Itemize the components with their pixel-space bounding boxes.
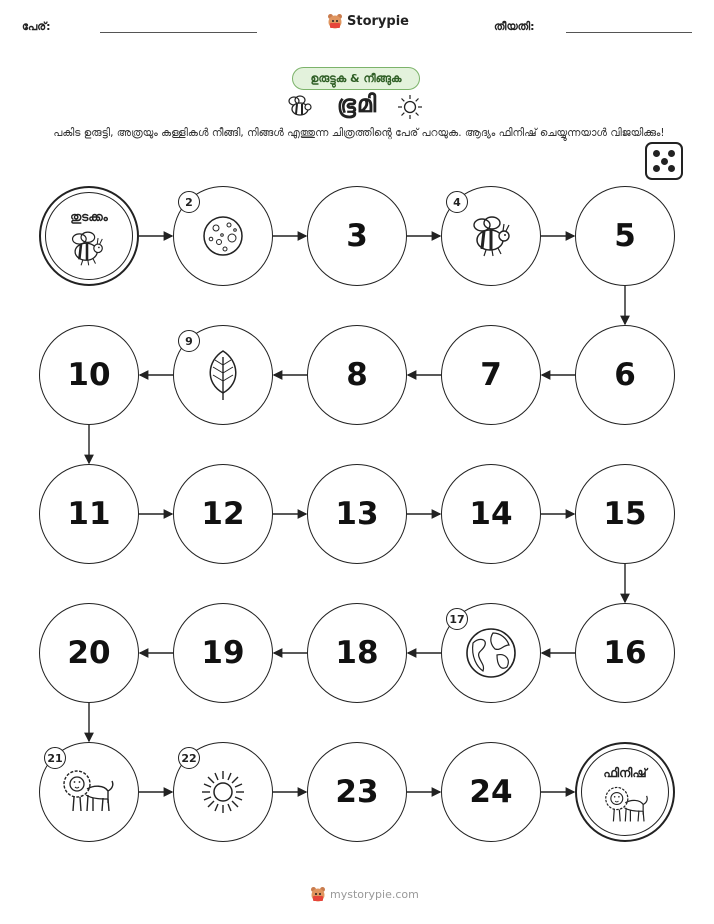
board-space[interactable] bbox=[575, 603, 675, 703]
board-space[interactable] bbox=[173, 186, 273, 286]
board-space[interactable] bbox=[39, 603, 139, 703]
space-number-badge: 22 bbox=[178, 747, 200, 769]
board-space[interactable] bbox=[39, 325, 139, 425]
instructions: പകിട ഉരുട്ടി, അത്രയും കള്ളികൾ നീങ്ങി, നിങ്ങൾ എത്തുന്ന ചിത്രത്തിന്റെ പേര് പറയുക. ആദ്യം ഫിനിഷ് ചെയ്യുന്നയാൾ വിജയിക്കും! bbox=[53, 127, 665, 139]
page-title: ഭൂമി bbox=[336, 90, 378, 118]
earth-icon bbox=[465, 627, 517, 679]
lion-icon bbox=[62, 769, 116, 815]
space-number: 5 bbox=[614, 218, 636, 254]
board-space[interactable] bbox=[307, 603, 407, 703]
space-number: 20 bbox=[67, 635, 111, 671]
board-space[interactable] bbox=[575, 186, 675, 286]
name-label: പേര്: bbox=[22, 20, 51, 33]
space-number: 10 bbox=[67, 357, 111, 393]
space-number: 13 bbox=[335, 496, 379, 532]
space-number-badge: 2 bbox=[178, 191, 200, 213]
board-space[interactable] bbox=[173, 742, 273, 842]
sun-icon bbox=[200, 769, 246, 815]
board-space[interactable] bbox=[575, 464, 675, 564]
space-number: 11 bbox=[67, 496, 111, 532]
board-space[interactable] bbox=[441, 325, 541, 425]
board-space[interactable] bbox=[173, 325, 273, 425]
board-space[interactable] bbox=[307, 464, 407, 564]
bee-icon bbox=[468, 214, 514, 258]
board-space[interactable] bbox=[307, 742, 407, 842]
space-number: 24 bbox=[469, 774, 513, 810]
date-label: തീയതി: bbox=[494, 20, 535, 33]
space-number: 3 bbox=[346, 218, 368, 254]
board-space[interactable] bbox=[441, 464, 541, 564]
finish-label: ഫിനിഷ് bbox=[603, 766, 647, 780]
space-number: 15 bbox=[603, 496, 647, 532]
space-number: 23 bbox=[335, 774, 379, 810]
footer-url[interactable]: mystorypie.com bbox=[330, 887, 419, 901]
board-space[interactable] bbox=[39, 464, 139, 564]
board-space[interactable] bbox=[441, 186, 541, 286]
space-number-badge: 17 bbox=[446, 608, 468, 630]
start-label: തുടക്കം bbox=[70, 210, 108, 224]
board-space[interactable] bbox=[307, 186, 407, 286]
lion-icon bbox=[604, 786, 650, 829]
space-number: 12 bbox=[201, 496, 245, 532]
start-space[interactable] bbox=[39, 186, 139, 286]
leaf-icon bbox=[203, 349, 243, 401]
footer bbox=[310, 886, 419, 902]
board-space[interactable] bbox=[39, 742, 139, 842]
moon-icon bbox=[200, 213, 246, 259]
space-number: 7 bbox=[480, 357, 502, 393]
space-number: 14 bbox=[469, 496, 513, 532]
board-space[interactable] bbox=[441, 742, 541, 842]
bear-icon bbox=[310, 886, 326, 902]
space-number: 19 bbox=[201, 635, 245, 671]
game-type-badge: ഉരുട്ടുക & നീങ്ങുക bbox=[292, 67, 420, 90]
space-number: 16 bbox=[603, 635, 647, 671]
space-number: 6 bbox=[614, 357, 636, 393]
brand-name: Storypie bbox=[347, 13, 409, 29]
space-number-badge: 9 bbox=[178, 330, 200, 352]
board-space[interactable] bbox=[173, 464, 273, 564]
board-space[interactable] bbox=[575, 325, 675, 425]
board-space[interactable] bbox=[441, 603, 541, 703]
space-number: 8 bbox=[346, 357, 368, 393]
finish-space[interactable] bbox=[575, 742, 675, 842]
board-space[interactable] bbox=[173, 603, 273, 703]
bee-icon bbox=[67, 230, 106, 271]
space-number-badge: 4 bbox=[446, 191, 468, 213]
board-space[interactable] bbox=[307, 325, 407, 425]
space-number-badge: 21 bbox=[44, 747, 66, 769]
space-number: 18 bbox=[335, 635, 379, 671]
